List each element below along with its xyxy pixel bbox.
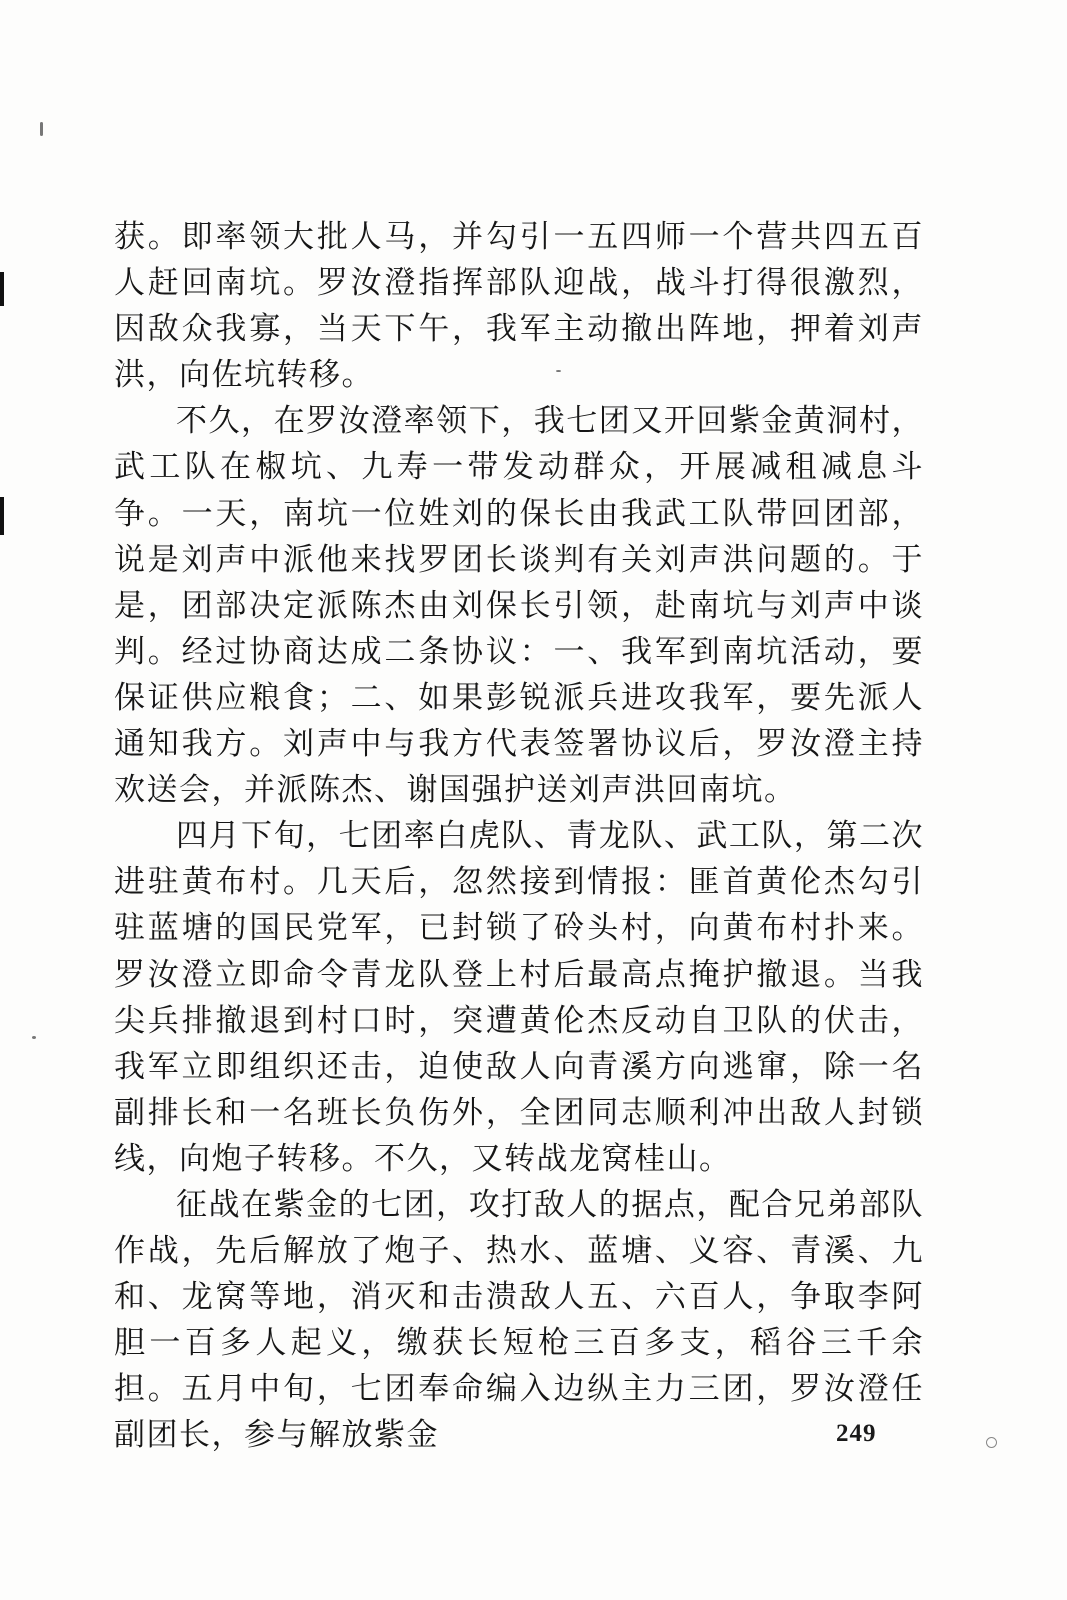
scan-speck: [32, 1036, 36, 1039]
binding-edge-mark: [0, 272, 4, 306]
binding-edge-mark: [0, 497, 4, 535]
scan-speck: [986, 1437, 997, 1448]
body-text: [114, 214, 924, 1459]
paragraph: 获。即率领大批人马，并勾引一五四师一个营共四五百人赶回南坑。罗汝澄指挥部队迎战，战斗打得很激烈，因敌众我寡，当天下午，我军主动撤出阵地，押着刘声洪，向佐坑转移。: [114, 219, 924, 394]
paragraph: 四月下旬，七团率白虎队、青龙队、武工队，第二次进驻黄布村。几天后，忽然接到情报：匪首黄伦杰勾引驻蓝塘的国民党军，已封锁了砱头村，向黄布村扑来。罗汝澄立即命令青龙队登上村后最高点掩护撤退。当我尖兵排撤退到村口时，突遭黄伦杰反动自卫队的伏击，我军立即组织还击，迫使敌人向青溪方向逃窜，除一名副排长和一名班长负伤外，全团同志顺利冲出敌人封锁线，向炮子转移。不久，又转战龙窝桂山。: [114, 818, 924, 1177]
paragraph: 不久，在罗汝澄率领下，我七团又开回紫金黄洞村，武工队在椒坑、九寿一带发动群众，开展减租减息斗争。一天，南坑一位姓刘的保长由我武工队带回团部，说是刘声中派他来找罗团长谈判有关刘声洪问题的。于是，团部决定派陈杰由刘保长引领，赴南坑与刘声中谈判。经过协商达成二条协议：一、我军到南坑活动，要保证供应粮食；二、如果彭锐派兵进攻我军，要先派人通知我方。刘声中与我方代表签署协议后，罗汝澄主持欢送会，并派陈杰、谢国强护送刘声洪回南坑。: [114, 403, 924, 809]
scan-speck: [40, 122, 43, 136]
paragraph: 征战在紫金的七团，攻打敌人的据点，配合兄弟部队作战，先后解放了炮子、热水、蓝塘、义容、青溪、九和、龙窝等地，消灭和击溃敌人五、六百人，争取李阿胆一百多人起义，缴获长短枪三百多支，稻谷三千余担。五月中旬，七团奉命编入边纵主力三团，罗汝澄任副团长，参与解放紫金: [114, 1186, 924, 1454]
page-number: 249: [836, 1420, 877, 1447]
